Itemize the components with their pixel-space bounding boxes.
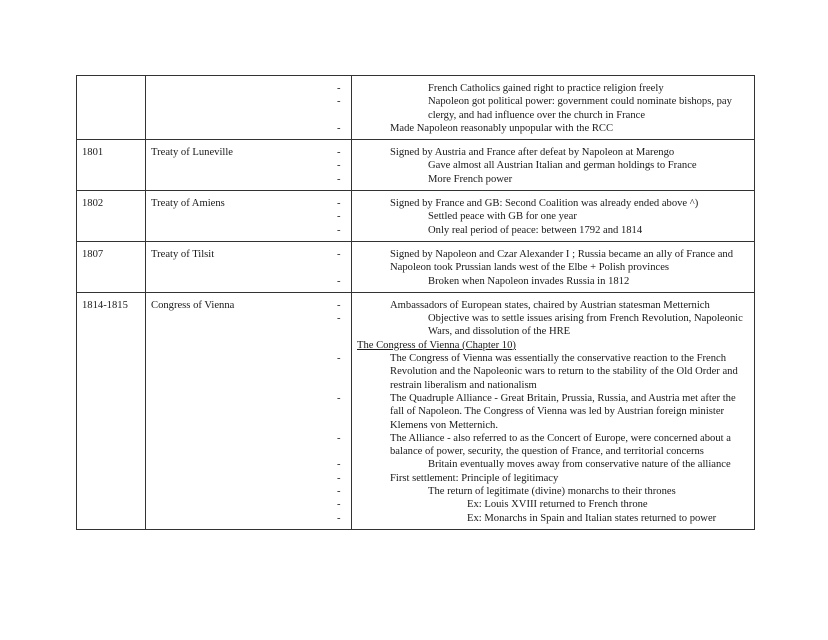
year-cell: 1807 (77, 241, 146, 292)
notes-list (357, 352, 749, 525)
list-item: - Britain eventually moves away from conservative nature of the alliance (357, 458, 749, 471)
list-item: - The Alliance - also referred to as the Concert of Europe, were concerned about a balance of power, security, the question of France, and territorial concerns (357, 432, 749, 459)
event-cell: Treaty of Tilsit (146, 241, 352, 292)
list-item: - Made Napoleon reasonably unpopular with the RCC (357, 122, 749, 135)
list-item: - Ambassadors of European states, chaired by Austrian statesman Metternich (357, 299, 749, 312)
section-subheading: The Congress of Vienna (Chapter 10) (357, 339, 516, 351)
list-item: - Only real period of peace: between 1792 and 1814 (357, 224, 749, 237)
list-item: - Objective was to settle issues arising from French Revolution, Napoleonic Wars, and dissolution of the HRE (357, 312, 749, 339)
list-item: - Broken when Napoleon invades Russia in 1812 (357, 275, 749, 288)
notes-cell (352, 76, 755, 140)
year-cell: 1814-1815 (77, 292, 146, 529)
list-item: - Ex: Louis XVIII returned to French throne (357, 498, 749, 511)
year-cell (77, 76, 146, 140)
notes-cell (352, 241, 755, 292)
list-item: - Gave almost all Austrian Italian and german holdings to France (357, 159, 749, 172)
notes-cell (352, 191, 755, 242)
list-item: - The return of legitimate (divine) monarchs to their thrones (357, 485, 749, 498)
event-cell (146, 76, 352, 140)
table-row (77, 140, 755, 191)
list-item: - The Quadruple Alliance - Great Britain, Prussia, Russia, and Austria met after the fall of Napoleon. The Congress of Vienna was led by Austrian foreign minister Klemens von Metternich. (357, 392, 749, 432)
table-row (77, 191, 755, 242)
table-row (77, 241, 755, 292)
notes-cell (352, 292, 755, 529)
list-item: - Napoleon got political power: government could nominate bishops, pay clergy, and had influence over the church in France (357, 95, 749, 122)
list-item: - French Catholics gained right to practice religion freely (357, 82, 749, 95)
list-item: - Settled peace with GB for one year (357, 210, 749, 223)
table-row (77, 292, 755, 529)
list-item: - The Congress of Vienna was essentially the conservative reaction to the French Revolution and the Napoleonic wars to return to the stability of the Old Order and restrain liberalism and nationalism (357, 352, 749, 392)
list-item: - First settlement: Principle of legitimacy (357, 472, 749, 485)
notes-list (357, 197, 749, 237)
year-cell: 1802 (77, 191, 146, 242)
list-item: - Signed by France and GB: Second Coalition was already ended above ^) (357, 197, 749, 210)
notes-list (357, 248, 749, 288)
event-cell: Treaty of Amiens (146, 191, 352, 242)
list-item: - Ex: Monarchs in Spain and Italian states returned to power (357, 512, 749, 525)
event-cell: Treaty of Luneville (146, 140, 352, 191)
year-cell: 1801 (77, 140, 146, 191)
table-row (77, 76, 755, 140)
notes-list (357, 299, 749, 339)
notes-cell (352, 140, 755, 191)
list-item: - Signed by Austria and France after defeat by Napoleon at Marengo (357, 146, 749, 159)
list-item: - Signed by Napoleon and Czar Alexander I ; Russia became an ally of France and Napoleon took Prussian lands west of the Elbe + Polish provinces (357, 248, 749, 275)
notes-list (357, 82, 749, 135)
notes-list (357, 146, 749, 186)
list-item: - More French power (357, 173, 749, 186)
history-notes-table (76, 75, 755, 530)
event-cell: Congress of Vienna (146, 292, 352, 529)
